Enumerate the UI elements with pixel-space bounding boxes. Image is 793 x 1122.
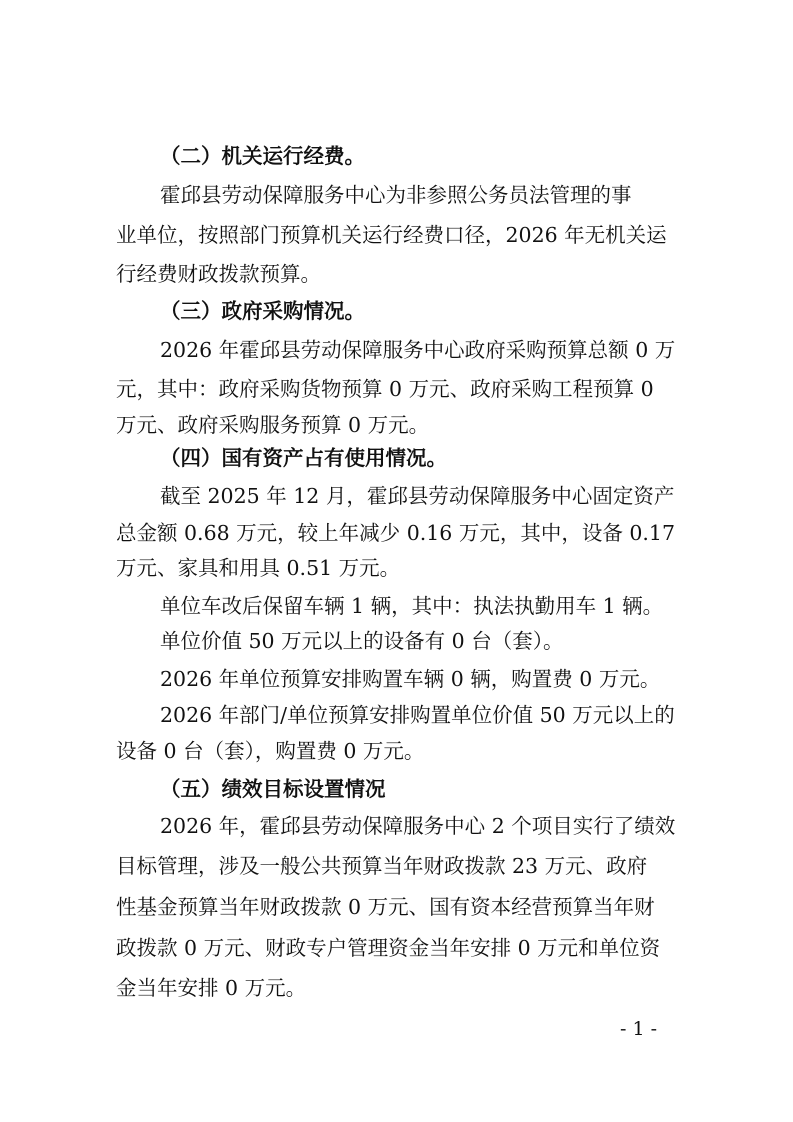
paragraph-line: 2026 年，霍邱县劳动保障服务中心 2 个项目实行了绩效 [160,814,676,838]
paragraph-line: 政拨款 0 万元、财政专户管理资金当年安排 0 万元和单位资 [116,936,661,960]
paragraph-line: 2026 年单位预算安排购置车辆 0 辆，购置费 0 万元。 [160,667,661,691]
paragraph-line: 行经费财政拨款预算。 [116,262,321,286]
paragraph-line: 性基金预算当年财政拨款 0 万元、国有资本经营预算当年财 [116,895,655,919]
paragraph-line: 元，其中：政府采购货物预算 0 万元、政府采购工程预算 0 [116,377,654,401]
paragraph-line: 目标管理，涉及一般公共预算当年财政拨款 23 万元、政府 [116,854,648,878]
section-heading: （二）机关运行经费。 [160,144,365,168]
paragraph-line: 2026 年部门/单位预算安排购置单位价值 50 万元以上的 [160,703,675,727]
paragraph-line: 金当年安排 0 万元。 [116,976,307,1000]
paragraph-line: 单位价值 50 万元以上的设备有 0 台（套）。 [160,629,564,653]
paragraph-line: 2026 年霍邱县劳动保障服务中心政府采购预算总额 0 万 [160,338,676,362]
paragraph-line: 霍邱县劳动保障服务中心为非参照公务员法管理的事 [160,183,632,207]
paragraph-line: 业单位，按照部门预算机关运行经费口径，2026 年无机关运 [116,223,667,247]
section-heading: （四）国有资产占有使用情况。 [160,446,447,470]
paragraph-line: 截至 2025 年 12 月，霍邱县劳动保障服务中心固定资产 [160,484,675,508]
paragraph-line: 万元、家具和用具 0.51 万元。 [116,556,401,580]
paragraph-line: 总金额 0.68 万元，较上年减少 0.16 万元，其中，设备 0.17 [116,521,676,545]
section-heading: （三）政府采购情况。 [160,299,365,323]
paragraph-line: 设备 0 台（套），购置费 0 万元。 [116,739,425,763]
section-heading: （五）绩效目标设置情况 [160,777,386,801]
page-number: - 1 - [620,1018,658,1040]
paragraph-line: 单位车改后保留车辆 1 辆，其中：执法执勤用车 1 辆。 [160,594,664,618]
paragraph-line: 万元、政府采购服务预算 0 万元。 [116,413,430,437]
